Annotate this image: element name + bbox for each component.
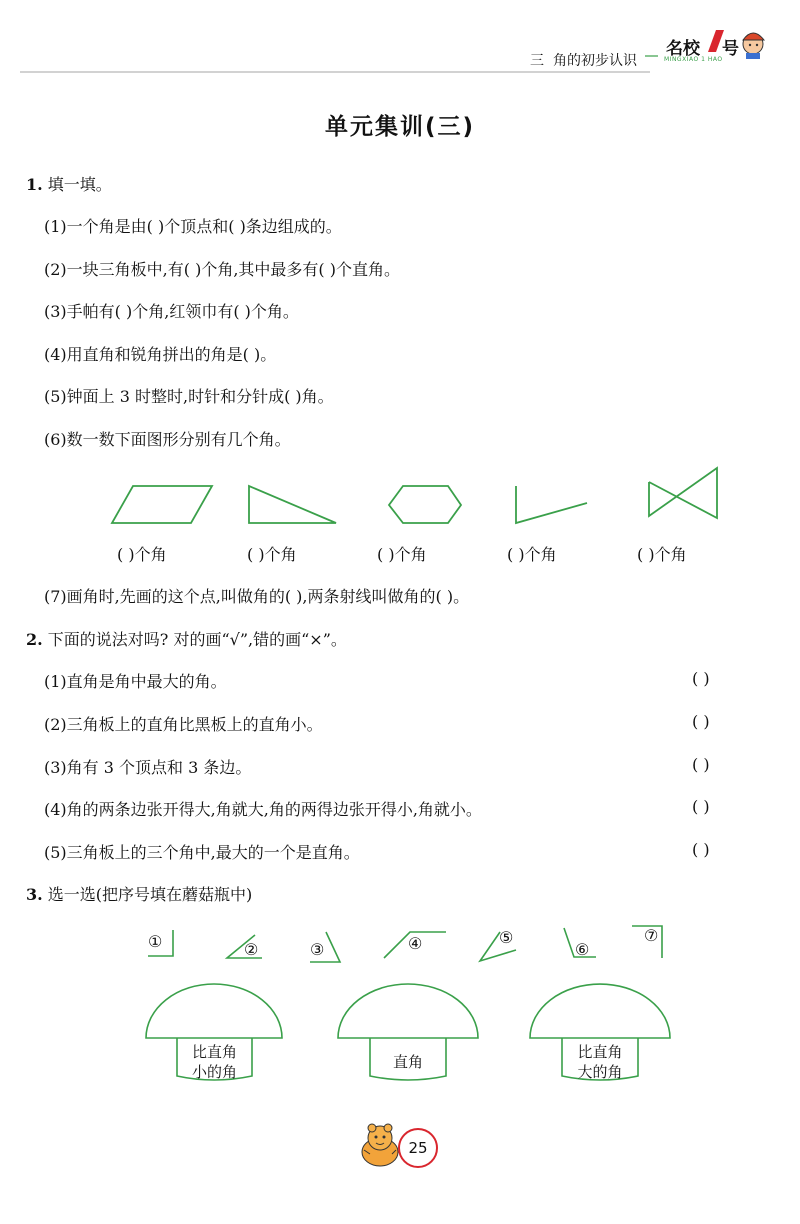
question-2-text: 下面的说法对吗? 对的画“√”,错的画“×”。 bbox=[47, 630, 347, 649]
shape-3-answer-label: ( )个角 bbox=[377, 545, 427, 564]
shape-5-answer-label: ( )个角 bbox=[637, 545, 687, 564]
q2-answer-2: ( ) bbox=[692, 712, 710, 731]
bowtie-shape bbox=[649, 468, 717, 518]
q2-answer-5: ( ) bbox=[692, 840, 710, 859]
cartoon-boy-icon bbox=[743, 33, 764, 59]
q2-item-1: (1)直角是角中最大的角。 bbox=[44, 672, 227, 691]
q1-item-7: (7)画角时,先画的这个点,叫做角的( ),两条射线叫做角的( )。 bbox=[44, 587, 470, 606]
q2-item-4: (4)角的两条边张开得大,角就大,角的两得边张开得小,角就小。 bbox=[44, 800, 482, 819]
q1-item-1: (1)一个角是由( )个顶点和( )条边组成的。 bbox=[44, 217, 342, 236]
shape-2-answer-label: ( )个角 bbox=[247, 545, 297, 564]
angle-label-6: ⑥ bbox=[575, 940, 590, 959]
q2-answer-1: ( ) bbox=[692, 669, 710, 688]
mushroom-3-label-line-2: 大的角 bbox=[577, 1063, 623, 1081]
angle-label-1: ① bbox=[148, 932, 163, 951]
page-title: 单元集训(三) bbox=[324, 114, 476, 140]
question-1-heading bbox=[26, 172, 112, 195]
brand-slash-icon bbox=[708, 30, 724, 52]
q2-item-3: (3)角有 3 个顶点和 3 条边。 bbox=[44, 758, 252, 777]
question-1-number: 1. bbox=[26, 175, 43, 194]
angle-label-2: ② bbox=[244, 940, 259, 959]
question-3-text: 选一选(把序号填在蘑菇瓶中) bbox=[47, 885, 253, 904]
question-2-number: 2. bbox=[26, 630, 43, 649]
angle-label-7: ⑦ bbox=[644, 926, 659, 945]
shape-1-answer-label: ( )个角 bbox=[117, 545, 167, 564]
angle-label-5: ⑤ bbox=[499, 928, 514, 947]
q1-item-6: (6)数一数下面图形分别有几个角。 bbox=[44, 430, 291, 449]
question-3-number: 3. bbox=[26, 885, 43, 904]
mushroom-1-label bbox=[177, 1042, 252, 1082]
mushroom-1-label-line-1: 比直角 bbox=[191, 1043, 237, 1061]
brand-logo-text: 名校 bbox=[666, 39, 700, 59]
q1-item-4: (4)用直角和锐角拼出的角是( )。 bbox=[44, 345, 277, 364]
q2-answer-4: ( ) bbox=[692, 797, 710, 816]
q2-item-2: (2)三角板上的直角比黑板上的直角小。 bbox=[44, 715, 323, 734]
q1-item-2: (2)一块三角板中,有( )个角,其中最多有( )个直角。 bbox=[44, 260, 400, 279]
header-section-number: 三 bbox=[530, 53, 544, 69]
q1-item-5: (5)钟面上 3 时整时,时针和分针成( )角。 bbox=[44, 387, 334, 406]
single-angle-shape bbox=[516, 486, 587, 523]
question-3-heading bbox=[26, 882, 252, 905]
header-chapter-title: 角的初步认识 bbox=[553, 53, 637, 69]
triangle-shape bbox=[249, 486, 336, 523]
q1-item-3: (3)手帕有( )个角,红领巾有( )个角。 bbox=[44, 302, 299, 321]
page-number: 25 bbox=[398, 1128, 438, 1168]
mushroom-1-label-line-2: 小的角 bbox=[191, 1063, 237, 1081]
question-1-text: 填一填。 bbox=[47, 175, 112, 194]
hexagon-shape bbox=[389, 486, 461, 523]
angle-label-4: ④ bbox=[408, 934, 423, 953]
q2-answer-3: ( ) bbox=[692, 755, 710, 774]
shape-4-answer-label: ( )个角 bbox=[507, 545, 557, 564]
angle-label-3: ③ bbox=[310, 940, 325, 959]
brand-logo-subtext: MINGXIAO 1 HAO bbox=[664, 56, 723, 63]
mushroom-2-label bbox=[370, 1052, 446, 1072]
tiger-mascot-icon bbox=[362, 1124, 398, 1166]
parallelogram-shape bbox=[112, 486, 212, 523]
q2-item-5: (5)三角板上的三个角中,最大的一个是直角。 bbox=[44, 843, 360, 862]
mushroom-3-label bbox=[562, 1042, 638, 1082]
mushroom-3-label-line-1: 比直角 bbox=[577, 1043, 623, 1061]
brand-logo-text-2: 号 bbox=[722, 39, 739, 59]
mushroom-2-label-line-1: 直角 bbox=[392, 1053, 423, 1071]
question-2-heading bbox=[26, 627, 347, 650]
